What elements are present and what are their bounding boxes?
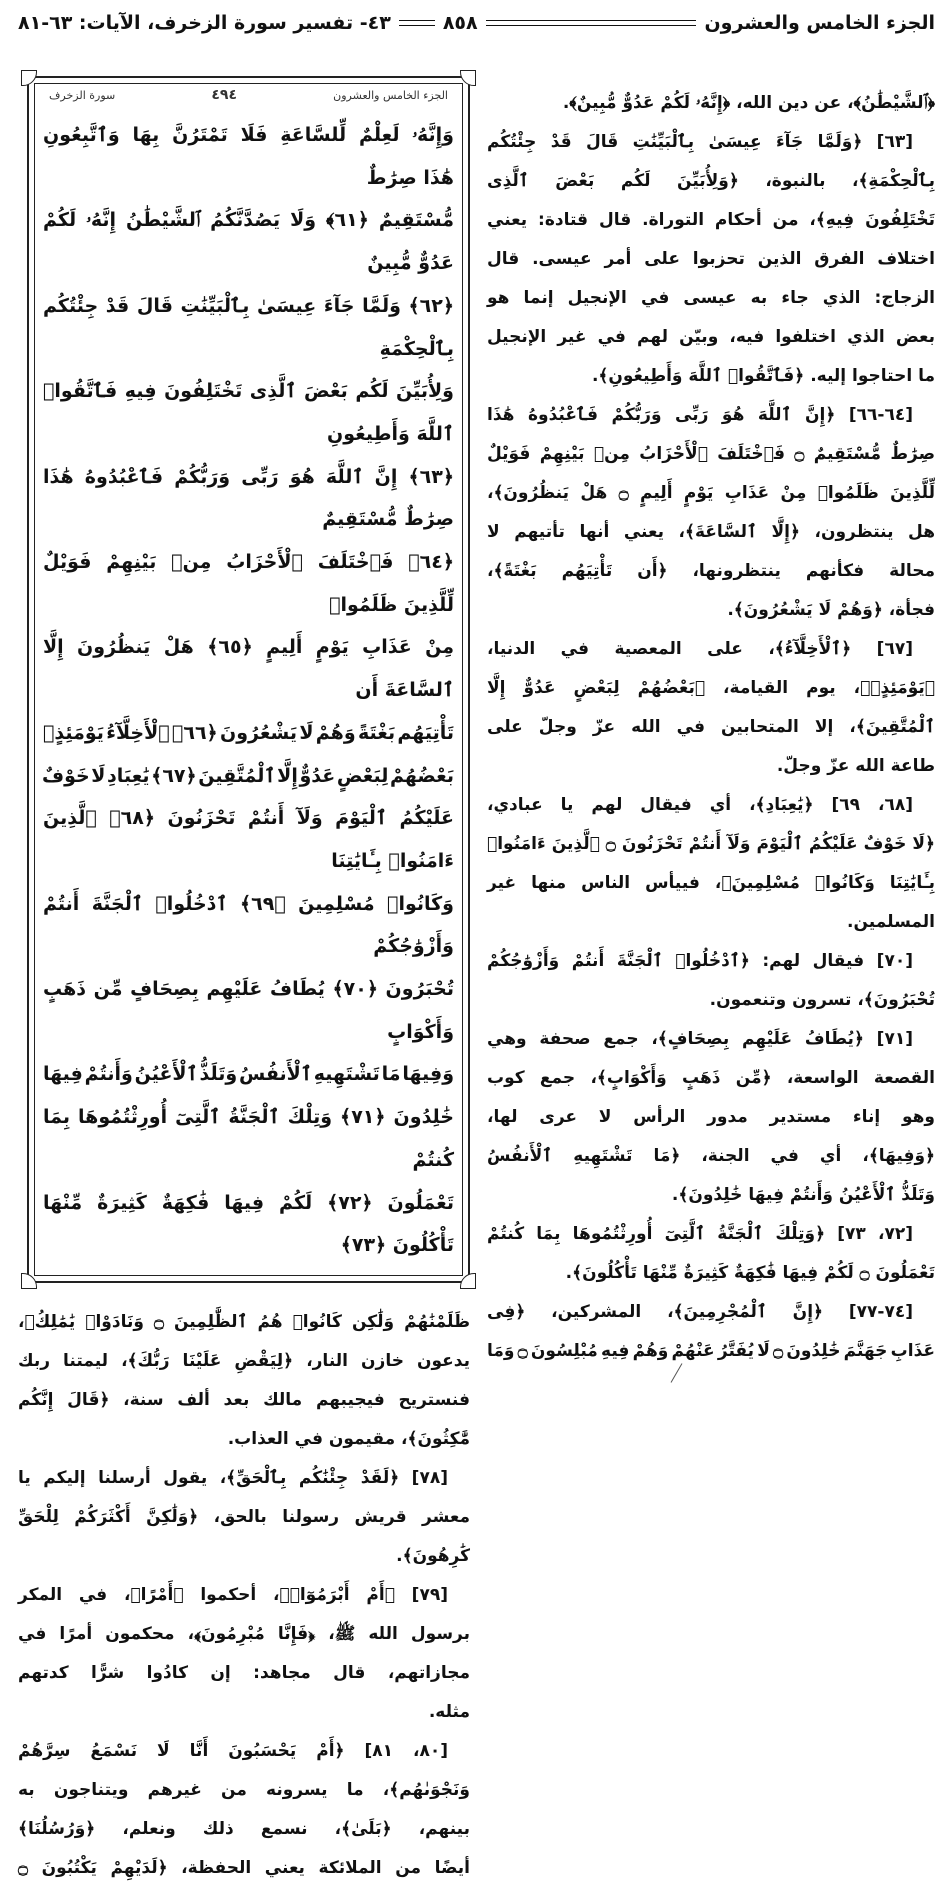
paragraph-first-line: [٦٧] ﴿ٱلْأَخِلَّآءُ﴾، على المعصية في الدنيا،	[487, 639, 913, 659]
quran-verse-line: مِنْ عَذَابِ يَوْمٍ أَلِيمٍ ﴿٦٥﴾ هَلْ يَنظُرُونَ إِلَّا ٱلسَّاعَةَ أَن	[43, 636, 454, 702]
paragraph-line: المسلمين.	[847, 912, 935, 932]
paragraph-line: تُحْبَرُونَ﴾، تسرون وتنعمون.	[709, 990, 935, 1010]
header-rule-short	[399, 20, 435, 26]
header-rule	[486, 20, 697, 26]
paragraph-line: هل ينتظرون، ﴿إِلَّا ٱلسَّاعَةَ﴾، يعني أنها تأتيهم لا	[487, 522, 935, 542]
quran-verse-line: وَلِأُبَيِّنَ لَكُم بَعْضَ ٱلَّذِى تَخْتَلِفُونَ فِيهِ فَٱتَّقُوا۟ ٱللَّهَ وَأَطِيعُونِ	[43, 380, 454, 445]
paragraph-first-line: [٦٨، ٦٩] ﴿يَٰعِبَادِ﴾، أي فيقال لهم يا عبادي،	[487, 795, 913, 815]
quran-verse-line: عَلَيْكُمُ ٱلْيَوْمَ وَلَآ أَنتُمْ تَحْزَنُونَ ﴿٦٨﴾ ٱلَّذِينَ ءَامَنُوا۟ بِـَٔايَٰتِنَا	[43, 807, 454, 872]
paragraph-line: اختلاف الفرق الذين تحزبوا على أمر عيسى. قال	[487, 249, 935, 269]
frame-corner-ornament	[460, 1273, 476, 1289]
running-head-section: ٤٣- تفسير سورة الزخرف، الآيات: ٦٣-٨١	[18, 12, 391, 34]
quran-verse-line: ﴿٦٤﴾ فَٱخْتَلَفَ ٱلْأَحْزَابُ مِنۢ بَيْنِهِمْ فَوَيْلٌ لِّلَّذِينَ ظَلَمُوا۟	[43, 551, 454, 616]
paragraph-first-line: [٧٨] ﴿لَقَدْ جِئْنَٰكُم بِٱلْحَقِّ﴾، يقول أرسلنا إليكم يا	[18, 1468, 448, 1488]
paragraph-line: ﴿يَوْمَئِذٍۭ﴾، يوم القيامة، ﴿بَعْضُهُمْ لِبَعْضٍ عَدُوٌّ إِلَّا	[487, 678, 935, 698]
mushaf-page-number: ٤٩٤	[211, 87, 238, 103]
quran-verse-line: وَفِيهَا مَا تَشْتَهِيهِ ٱلْأَنفُسُ وَتَلَذُّ ٱلْأَعْيُنُ وَأَنتُمْ فِيهَا	[43, 1063, 454, 1086]
paragraph-line: طاعة الله عزّ وجلّ.	[776, 756, 935, 776]
paragraph-line: ٱلْمُتَّقِينَ﴾، إلا المتحابين في الله عزّ وجلّ على	[487, 717, 935, 737]
paragraph-line: وهو إناء مستدير مدور الرأس لا عرى لها،	[487, 1107, 935, 1127]
paragraph-first-line: ﴿ٱلشَّيْطَٰنُ﴾، عن دين الله، ﴿إِنَّهُۥ لَكُمْ عَدُوٌّ مُّبِينٌ﴾.	[562, 93, 935, 113]
paragraph-line: وَتَلَذُّ ٱلْأَعْيُنُ وَأَنتُمْ فِيهَا خَٰلِدُونَ﴾.	[671, 1185, 935, 1205]
paragraph-line: أيضًا من الملائكة يعني الحفظة، ﴿لَدَيْهِمْ يَكْتُبُونَ ۝	[18, 1858, 470, 1878]
paragraph-first-line: [٧٤-٧٧] ﴿إِنَّ ٱلْمُجْرِمِينَ﴾، المشركين، ﴿فِى	[487, 1302, 913, 1322]
paragraph-line: صِرَٰطٌ مُّسْتَقِيمٌ ۝ فَٱخْتَلَفَ ٱلْأَحْزَابُ مِنۢ بَيْنِهِمْ فَوَيْلٌ	[487, 444, 935, 464]
frame-corner-ornament	[21, 1273, 37, 1289]
quran-verse-line: ﴿٦٢﴾ وَلَمَّا جَآءَ عِيسَىٰ بِٱلْبَيِّنَٰتِ قَالَ قَدْ جِئْتُكُم بِٱلْحِكْمَةِ	[43, 294, 454, 360]
quran-verse-line: تَعْمَلُونَ ﴿٧٢﴾ لَكُمْ فِيهَا فَٰكِهَةٌ كَثِيرَةٌ مِّنْهَا تَأْكُلُونَ ﴿٧٣﴾	[43, 1191, 454, 1257]
paragraph-line: برسول الله ﷺ، ﴿فَإِنَّا مُبْرِمُونَ﴾، محكمون أمرًا في	[18, 1624, 470, 1644]
quran-verse-line: ﴿٦٣﴾ إِنَّ ٱللَّهَ هُوَ رَبِّى وَرَبُّكُمْ فَٱعْبُدُوهُ هَٰذَا صِرَٰطٌ مُّسْتَقِيمٌ	[43, 465, 454, 531]
quran-verse-line: تَأْتِيَهُم بَغْتَةً وَهُمْ لَا يَشْعُرُونَ ﴿٦٦﴾ ٱلْأَخِلَّآءُ يَوْمَئِذٍۭ	[43, 721, 454, 744]
quran-verse-line: مُّسْتَقِيمٌ ﴿٦١﴾ وَلَا يَصُدَّنَّكُمُ ٱلشَّيْطَٰنُ إِنَّهُۥ لَكُمْ عَدُوٌّ مُّبِينٌ	[43, 209, 455, 275]
paragraph-line: ما احتاجوا إليه. ﴿فَٱتَّقُوا۟ ٱللَّهَ وَأَطِيعُونِ﴾.	[591, 366, 935, 386]
mushaf-header	[49, 84, 448, 106]
mushaf-juz-label: الجزء الخامس والعشرون	[333, 88, 448, 102]
paragraph-line: لِّلَّذِينَ ظَلَمُوا۟ مِنْ عَذَابِ يَوْمٍ أَلِيمٍ ۝ هَلْ يَنظُرُونَ﴾،	[487, 483, 935, 503]
paragraph-first-line: [٧٠] فيقال لهم: ﴿ٱدْخُلُوا۟ ٱلْجَنَّةَ أَنتُمْ وَأَزْوَٰجُكُمْ	[487, 951, 913, 971]
paragraph-line: يدعون خازن النار، ﴿لِيَقْضِ عَلَيْنَا رَبُّكَ﴾، ليمتنا ربك	[18, 1351, 470, 1371]
paragraph-first-line: ظَلَمْنَٰهُمْ وَلَٰكِن كَانُوا۟ هُمُ ٱلظَّٰلِمِينَ ۝ وَنَادَوْا۟ يَٰمَٰلِكُ﴾،	[18, 1312, 470, 1332]
paragraph-line: كَٰرِهُونَ﴾.	[396, 1546, 470, 1566]
quran-verse-line: تُحْبَرُونَ ﴿٧٠﴾ يُطَافُ عَلَيْهِم بِصِحَافٍ مِّن ذَهَبٍ وَأَكْوَابٍ	[43, 978, 454, 1043]
mushaf-verses	[43, 114, 454, 1267]
paragraph-first-line: [٦٤-٦٦] ﴿إِنَّ ٱللَّهَ هُوَ رَبِّى وَرَبُّكُمْ فَٱعْبُدُوهُ هَٰذَا	[487, 405, 913, 425]
mushaf-surah-label: سورة الزخرف	[49, 88, 116, 102]
paragraph-line: بِٱلْحِكْمَةِ﴾، بالنبوة، ﴿وَلِأُبَيِّنَ لَكُم بَعْضَ ٱلَّذِى	[487, 171, 935, 191]
quran-verse-line: وَإِنَّهُۥ لَعِلْمٌ لِّلسَّاعَةِ فَلَا تَمْتَرُنَّ بِهَا وَٱتَّبِعُونِ هَٰذَا صِرَٰطٌ	[43, 124, 454, 189]
paragraph-line: معشر قريش رسولنا بالحق، ﴿وَلَٰكِنَّ أَكْثَرَكُمْ لِلْحَقِّ	[18, 1507, 470, 1527]
paragraph-line: عَذَابِ جَهَنَّمَ خَٰلِدُونَ ۝ لَا يُفَتَّرُ عَنْهُمْ وَهُمْ فِيهِ مُبْلِسُونَ ۝ وَمَا	[487, 1341, 935, 1361]
paragraph-line: وَنَجْوَىٰهُم﴾، ما يسرونه من غيرهم ويتناجون به	[18, 1780, 470, 1800]
paragraph-first-line: [٧١] ﴿يُطَافُ عَلَيْهِم بِصِحَافٍ﴾، جمع صحفة وهي	[487, 1029, 913, 1049]
paragraph-line: بِـَٔايَٰتِنَا وَكَانُوا۟ مُسْلِمِينَ﴾، فييأس الناس منها غير	[487, 873, 935, 893]
paragraph-line: ﴿لَا خَوْفٌ عَلَيْكُمُ ٱلْيَوْمَ وَلَآ أَنتُمْ تَحْزَنُونَ ۝ ٱلَّذِينَ ءَامَنُوا۟	[487, 834, 936, 854]
frame-corner-ornament	[21, 70, 37, 86]
paragraph-first-line: [٨٠، ٨١] ﴿أَمْ يَحْسَبُونَ أَنَّا لَا نَسْمَعُ سِرَّهُمْ	[18, 1741, 448, 1761]
commentary-left-column	[18, 1303, 470, 1888]
commentary-right-column	[487, 84, 935, 1371]
running-head-part: الجزء الخامس والعشرون	[704, 12, 935, 34]
paragraph-line: ﴿وَفِيهَا﴾، أي في الجنة، ﴿مَا تَشْتَهِيهِ ٱلْأَنفُسُ	[487, 1146, 935, 1166]
quran-verse-line: بَعْضُهُمْ لِبَعْضٍ عَدُوٌّ إِلَّا ٱلْمُتَّقِينَ ﴿٦٧﴾ يَٰعِبَادِ لَا خَوْفٌ	[42, 764, 454, 787]
running-head-page-number: ٨٥٨	[442, 12, 478, 34]
paragraph-first-line: [٦٣] ﴿وَلَمَّا جَآءَ عِيسَىٰ بِٱلْبَيِّنَٰتِ قَالَ قَدْ جِئْتُكُم	[487, 132, 913, 152]
quran-verse-line: خَٰلِدُونَ ﴿٧١﴾ وَتِلْكَ ٱلْجَنَّةُ ٱلَّتِىٓ أُورِثْتُمُوهَا بِمَا كُنتُمْ	[43, 1106, 455, 1171]
quran-verse-line: وَكَانُوا۟ مُسْلِمِينَ ﴿٦٩﴾ ٱدْخُلُوا۟ ٱلْجَنَّةَ أَنتُمْ وَأَزْوَٰجُكُمْ	[43, 892, 454, 958]
paragraph-line: محالة فكأنهم ينتظرونها، ﴿أَن تَأْتِيَهُم بَغْتَةً﴾،	[487, 561, 935, 581]
paragraph-line: مثله.	[428, 1702, 470, 1722]
paragraph-line: تَعْمَلُونَ ۝ لَكُمْ فِيهَا فَٰكِهَةٌ كَثِيرَةٌ مِّنْهَا تَأْكُلُونَ﴾.	[565, 1263, 935, 1283]
paragraph-line: تَخْتَلِفُونَ فِيهِ﴾، من أحكام التوراة. قال قتادة: يعني	[487, 210, 935, 230]
paragraph-line: مَّٰكِثُونَ﴾، مقيمون في العذاب.	[227, 1429, 470, 1449]
paragraph-first-line: [٧٩] ﴿أَمْ أَبْرَمُوٓا۟﴾، أحكموا ﴿أَمْرًا﴾، في المكر	[18, 1585, 448, 1605]
frame-corner-ornament	[460, 70, 476, 86]
paragraph-first-line: [٧٢، ٧٣] ﴿وَتِلْكَ ٱلْجَنَّةُ ٱلَّتِىٓ أُورِثْتُمُوهَا بِمَا كُنتُمْ	[487, 1224, 913, 1244]
paragraph-line: القصعة الواسعة، ﴿مِّن ذَهَبٍ وَأَكْوَابٍ﴾، جمع كوب	[487, 1068, 935, 1088]
mushaf-page-box	[27, 76, 470, 1283]
paragraph-line: فجأة، ﴿وَهُمْ لَا يَشْعُرُونَ﴾.	[727, 600, 935, 620]
paragraph-line: فنستريح فيجيبهم مالك بعد ألف سنة، ﴿قَالَ إِنَّكُم	[18, 1390, 470, 1410]
paragraph-line: الزجاج: الذي جاء به عيسى في الإنجيل إنما هو	[487, 288, 935, 308]
paragraph-line: بعض الذي اختلفوا فيه، وبيّن لهم في غير الإنجيل	[487, 327, 935, 347]
paragraph-line: مجازاتهم، قال مجاهد: إن كادُوا شرًّا كدتهم	[18, 1663, 470, 1683]
paragraph-line: بينهم، ﴿بَلَىٰ﴾، نسمع ذلك ونعلم، ﴿وَرُسُلُنَا﴾	[18, 1819, 470, 1839]
running-head	[18, 6, 935, 40]
